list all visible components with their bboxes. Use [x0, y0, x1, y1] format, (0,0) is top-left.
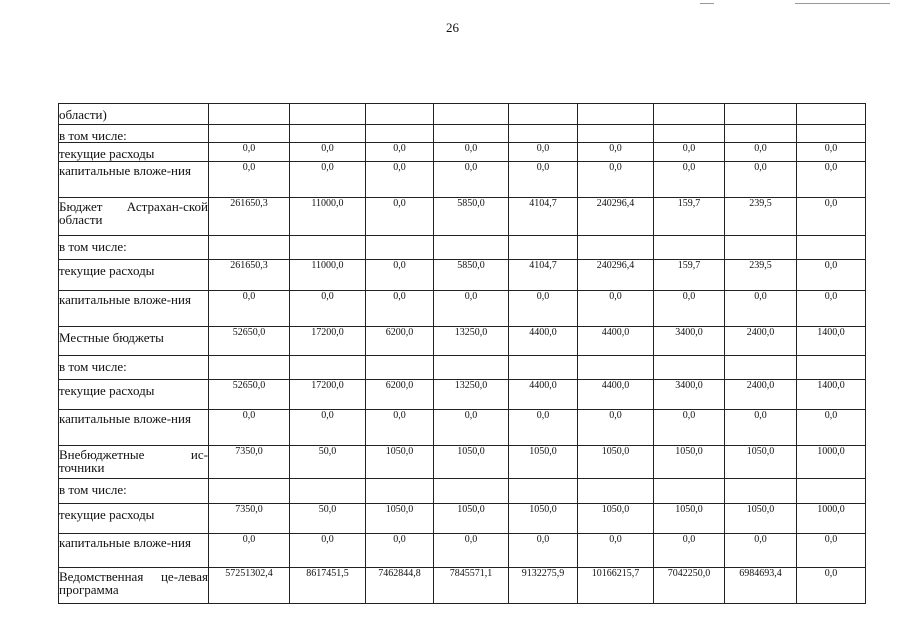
- value-cell: [654, 236, 725, 260]
- value-cell: 1050,0: [509, 504, 578, 534]
- row-label: в том числе:: [59, 236, 209, 260]
- table-row: [59, 198, 866, 236]
- table-row: [59, 568, 866, 604]
- value-cell: [725, 125, 797, 143]
- value-cell: 240296,4: [578, 198, 654, 236]
- value-cell: 4400,0: [509, 380, 578, 410]
- row-label: текущие расходы: [59, 143, 209, 162]
- value-cell: 0,0: [797, 291, 866, 327]
- value-cell: 4400,0: [578, 327, 654, 356]
- value-cell: 3400,0: [654, 380, 725, 410]
- value-cell: 6200,0: [366, 327, 434, 356]
- value-cell: 0,0: [290, 162, 366, 198]
- row-label: капитальные вложе-ния: [59, 410, 209, 446]
- value-cell: 6200,0: [366, 380, 434, 410]
- value-cell: [654, 356, 725, 380]
- value-cell: 0,0: [725, 534, 797, 568]
- value-cell: [209, 125, 290, 143]
- row-label: в том числе:: [59, 479, 209, 504]
- value-cell: [434, 125, 509, 143]
- value-cell: 5850,0: [434, 260, 509, 291]
- value-cell: 7350,0: [209, 504, 290, 534]
- row-label: текущие расходы: [59, 260, 209, 291]
- scan-artifact-line: [795, 3, 890, 4]
- value-cell: [797, 356, 866, 380]
- value-cell: 1400,0: [797, 327, 866, 356]
- value-cell: 0,0: [209, 534, 290, 568]
- value-cell: 9132275,9: [509, 568, 578, 604]
- value-cell: [578, 125, 654, 143]
- value-cell: 0,0: [797, 198, 866, 236]
- value-cell: 159,7: [654, 198, 725, 236]
- value-cell: 52650,0: [209, 380, 290, 410]
- value-cell: 0,0: [290, 143, 366, 162]
- value-cell: 0,0: [434, 143, 509, 162]
- value-cell: 50,0: [290, 504, 366, 534]
- value-cell: [290, 104, 366, 125]
- value-cell: [509, 356, 578, 380]
- value-cell: [209, 356, 290, 380]
- value-cell: [209, 104, 290, 125]
- value-cell: 1050,0: [725, 446, 797, 479]
- value-cell: 0,0: [797, 162, 866, 198]
- value-cell: 0,0: [797, 534, 866, 568]
- value-cell: 0,0: [725, 143, 797, 162]
- value-cell: 0,0: [434, 534, 509, 568]
- value-cell: 0,0: [366, 291, 434, 327]
- table-row: [59, 291, 866, 327]
- value-cell: 1000,0: [797, 446, 866, 479]
- value-cell: 261650,3: [209, 198, 290, 236]
- value-cell: 159,7: [654, 260, 725, 291]
- value-cell: [797, 104, 866, 125]
- value-cell: [434, 479, 509, 504]
- value-cell: 4104,7: [509, 198, 578, 236]
- value-cell: 0,0: [654, 162, 725, 198]
- value-cell: [654, 104, 725, 125]
- value-cell: 11000,0: [290, 260, 366, 291]
- table-row: [59, 162, 866, 198]
- value-cell: 0,0: [366, 260, 434, 291]
- value-cell: 239,5: [725, 198, 797, 236]
- table-row: [59, 236, 866, 260]
- value-cell: 0,0: [509, 534, 578, 568]
- value-cell: 0,0: [725, 410, 797, 446]
- value-cell: [725, 356, 797, 380]
- value-cell: 1050,0: [509, 446, 578, 479]
- value-cell: 0,0: [654, 410, 725, 446]
- value-cell: [209, 479, 290, 504]
- table-row: [59, 380, 866, 410]
- value-cell: [509, 104, 578, 125]
- value-cell: 17200,0: [290, 380, 366, 410]
- value-cell: [797, 125, 866, 143]
- value-cell: 0,0: [578, 291, 654, 327]
- row-label: Ведомственная це-левая программа: [59, 568, 209, 604]
- table-body: [59, 104, 866, 604]
- scan-artifact-line: [700, 3, 714, 4]
- row-label: текущие расходы: [59, 380, 209, 410]
- row-label: Бюджет Астрахан-ской области: [59, 198, 209, 236]
- value-cell: 2400,0: [725, 327, 797, 356]
- value-cell: [578, 479, 654, 504]
- value-cell: 4104,7: [509, 260, 578, 291]
- value-cell: 8617451,5: [290, 568, 366, 604]
- value-cell: 1050,0: [366, 504, 434, 534]
- value-cell: 261650,3: [209, 260, 290, 291]
- value-cell: 50,0: [290, 446, 366, 479]
- row-label: Внебюджетные ис-точники: [59, 446, 209, 479]
- table-row: [59, 534, 866, 568]
- value-cell: 13250,0: [434, 380, 509, 410]
- value-cell: 0,0: [290, 291, 366, 327]
- value-cell: 0,0: [509, 410, 578, 446]
- value-cell: [797, 479, 866, 504]
- row-label: текущие расходы: [59, 504, 209, 534]
- value-cell: [654, 479, 725, 504]
- value-cell: [366, 125, 434, 143]
- value-cell: 11000,0: [290, 198, 366, 236]
- value-cell: [290, 236, 366, 260]
- value-cell: 0,0: [209, 410, 290, 446]
- value-cell: 4400,0: [578, 380, 654, 410]
- value-cell: 0,0: [434, 410, 509, 446]
- value-cell: 0,0: [366, 143, 434, 162]
- value-cell: 0,0: [209, 291, 290, 327]
- value-cell: [725, 104, 797, 125]
- row-label: в том числе:: [59, 356, 209, 380]
- table-row: [59, 104, 866, 125]
- value-cell: 10166215,7: [578, 568, 654, 604]
- value-cell: [578, 356, 654, 380]
- table-row: [59, 504, 866, 534]
- value-cell: 1050,0: [654, 504, 725, 534]
- value-cell: [578, 236, 654, 260]
- value-cell: 0,0: [578, 162, 654, 198]
- value-cell: 1050,0: [366, 446, 434, 479]
- value-cell: 3400,0: [654, 327, 725, 356]
- value-cell: 0,0: [434, 162, 509, 198]
- row-label: капитальные вложе-ния: [59, 291, 209, 327]
- value-cell: 0,0: [578, 143, 654, 162]
- value-cell: 0,0: [366, 410, 434, 446]
- value-cell: 57251302,4: [209, 568, 290, 604]
- table-row: [59, 327, 866, 356]
- value-cell: 7350,0: [209, 446, 290, 479]
- value-cell: 5850,0: [434, 198, 509, 236]
- page-number: 26: [446, 20, 459, 35]
- value-cell: [509, 479, 578, 504]
- value-cell: 0,0: [290, 534, 366, 568]
- value-cell: [725, 236, 797, 260]
- value-cell: 0,0: [578, 534, 654, 568]
- value-cell: 2400,0: [725, 380, 797, 410]
- value-cell: [434, 236, 509, 260]
- value-cell: 0,0: [797, 568, 866, 604]
- value-cell: [434, 104, 509, 125]
- value-cell: [290, 125, 366, 143]
- value-cell: 0,0: [366, 534, 434, 568]
- row-label: в том числе:: [59, 125, 209, 143]
- row-label: Местные бюджеты: [59, 327, 209, 356]
- table-row: [59, 260, 866, 291]
- value-cell: 1400,0: [797, 380, 866, 410]
- value-cell: 0,0: [290, 410, 366, 446]
- value-cell: 7462844,8: [366, 568, 434, 604]
- row-label: капитальные вложе-ния: [59, 534, 209, 568]
- value-cell: 1050,0: [434, 446, 509, 479]
- row-label: области): [59, 104, 209, 125]
- value-cell: 0,0: [725, 162, 797, 198]
- table-row: [59, 479, 866, 504]
- table-row: [59, 356, 866, 380]
- value-cell: [434, 356, 509, 380]
- value-cell: 7845571,1: [434, 568, 509, 604]
- value-cell: [366, 479, 434, 504]
- value-cell: 13250,0: [434, 327, 509, 356]
- value-cell: 17200,0: [290, 327, 366, 356]
- value-cell: 0,0: [509, 162, 578, 198]
- value-cell: [578, 104, 654, 125]
- value-cell: 240296,4: [578, 260, 654, 291]
- value-cell: [725, 479, 797, 504]
- table-row: [59, 446, 866, 479]
- value-cell: 0,0: [509, 291, 578, 327]
- value-cell: 0,0: [725, 291, 797, 327]
- value-cell: [209, 236, 290, 260]
- value-cell: 0,0: [797, 260, 866, 291]
- value-cell: [654, 125, 725, 143]
- table-row: [59, 410, 866, 446]
- value-cell: 1050,0: [434, 504, 509, 534]
- value-cell: [366, 104, 434, 125]
- value-cell: 1050,0: [578, 446, 654, 479]
- value-cell: 239,5: [725, 260, 797, 291]
- value-cell: 1050,0: [725, 504, 797, 534]
- value-cell: 7042250,0: [654, 568, 725, 604]
- value-cell: 0,0: [209, 143, 290, 162]
- budget-table: [58, 103, 866, 604]
- value-cell: 6984693,4: [725, 568, 797, 604]
- value-cell: [797, 236, 866, 260]
- value-cell: 0,0: [654, 143, 725, 162]
- value-cell: [509, 125, 578, 143]
- value-cell: 0,0: [797, 410, 866, 446]
- value-cell: 0,0: [434, 291, 509, 327]
- value-cell: 1050,0: [654, 446, 725, 479]
- value-cell: 1050,0: [578, 504, 654, 534]
- value-cell: 0,0: [654, 534, 725, 568]
- row-label: капитальные вложе-ния: [59, 162, 209, 198]
- value-cell: 0,0: [366, 162, 434, 198]
- value-cell: [290, 479, 366, 504]
- value-cell: 0,0: [209, 162, 290, 198]
- value-cell: 52650,0: [209, 327, 290, 356]
- value-cell: [366, 356, 434, 380]
- value-cell: [366, 236, 434, 260]
- table-row: [59, 125, 866, 143]
- value-cell: 0,0: [654, 291, 725, 327]
- value-cell: [509, 236, 578, 260]
- value-cell: 0,0: [509, 143, 578, 162]
- table-row: [59, 143, 866, 162]
- value-cell: 4400,0: [509, 327, 578, 356]
- value-cell: 0,0: [366, 198, 434, 236]
- value-cell: [290, 356, 366, 380]
- value-cell: 0,0: [797, 143, 866, 162]
- value-cell: 0,0: [578, 410, 654, 446]
- value-cell: 1000,0: [797, 504, 866, 534]
